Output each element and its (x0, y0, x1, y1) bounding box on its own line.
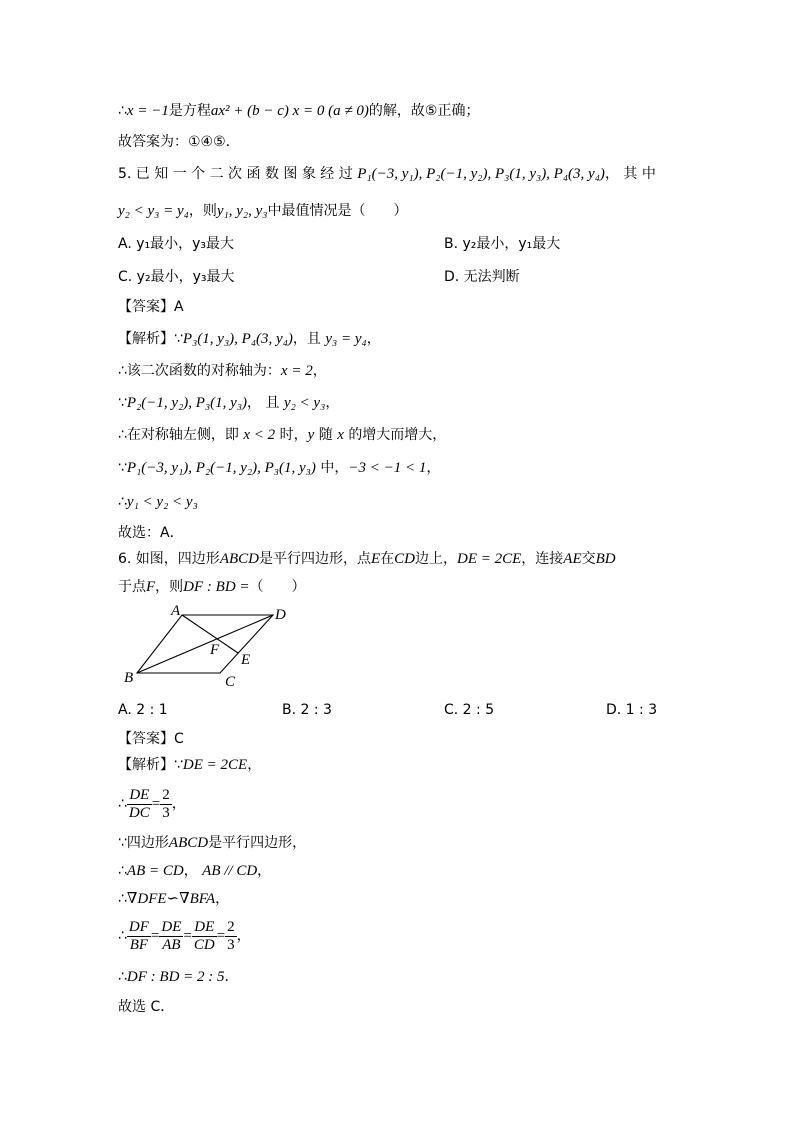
q6-stem-line1: 6. 如图，四边形ABCD是平行四边形，点E在CD边上，DE = 2CE，连接AE交BD (118, 551, 616, 567)
q5-conclusion: 故选：A． (118, 525, 184, 541)
label-f: F (210, 642, 220, 658)
prev-solution-line: ∴x = −1是方程ax² + (b − c) x = 0 (a ≠ 0)的解，故⑤正确； (118, 103, 480, 119)
q6-solution-line4: ∴AB = CD， AB // CD， (118, 863, 272, 879)
label-a: A (171, 603, 181, 619)
q6-stem-line2: 于点F，则DF : BD =（ ） (118, 579, 306, 595)
diagonal-bd (137, 615, 273, 673)
math-expression: P₁(−3, y₁), P₂(−1, y₂), P₃(1, y₃), P₄(3, y₄) (357, 166, 605, 182)
q5-option-a: A. y₁最小，y₃最大 (118, 236, 235, 252)
q5-solution-line1: 【解析】∵P₃(1, y₃), P₄(3, y₄)，且 y₃ = y₄， (118, 331, 381, 347)
q6-solution-line7: ∴DF : BD = 2 : 5． (118, 969, 239, 985)
q6-solution-line2: ∴ $\frac{DE}{DC}$ = $\frac{2}{3}$ ， (118, 786, 186, 821)
label-d: D (275, 607, 286, 623)
q5-option-c: C. y₂最小，y₃最大 (118, 269, 235, 285)
q5-solution-line2: ∴该二次函数的对称轴为：x = 2， (118, 363, 327, 379)
fraction: $\frac{2}{3}$ (162, 786, 170, 821)
q5-stem-line1: 5. 已 知 一 个 二 次 函 数 图 象 经 过 P₁(−3, y₁), P₂(−1, y₂), P₃(1, y₃), P₄(3, y₄)， 其 中 (118, 166, 656, 182)
parallelogram-figure (118, 602, 298, 694)
prev-answer-line: 故答案为：①④⑤． (118, 134, 240, 150)
q5-solution-line5: ∵P₁(−3, y₁), P₂(−1, y₂), P₃(1, y₃) 中，−3 < −1 < 1， (118, 460, 441, 476)
math-expression: y₂ < y₃ = y₄ (118, 203, 189, 219)
q5-stem-line2: y₂ < y₃ = y₄，则y₁, y₂, y₃中最值情况是（ ） (118, 203, 408, 219)
label-e: E (241, 652, 251, 668)
fraction: $\frac{DF}{BF}$ (128, 918, 149, 953)
fraction: $\frac{2}{3}$ (227, 918, 235, 953)
q5-solution-line6: ∴y₁ < y₂ < y₃ (118, 494, 198, 510)
q6-option-c: C. 2 : 5 (444, 702, 495, 718)
q6-solution-line6: ∴ $\frac{DF}{BF}$ = $\frac{DE}{AB}$ = $\frac{DE}{CD}$ = $\frac{2}{3}$ ， (118, 918, 251, 953)
q6-solution-line3: ∵四边形ABCD是平行四边形， (118, 835, 307, 851)
math-expression: x = −1 (126, 103, 169, 119)
label-b: B (124, 670, 134, 686)
math-expression: y₁, y₂, y₃ (216, 203, 268, 219)
q5-option-d: D. 无法判断 (444, 269, 520, 285)
q5-solution-line3: ∵P₂(−1, y₂), P₃(1, y₃)， 且 y₂ < y₃， (118, 395, 340, 411)
q6-conclusion: 故选 C． (118, 999, 175, 1015)
math-expression: ax² + (b − c) x = 0 (a ≠ 0) (210, 103, 369, 119)
q6-option-d: D. 1 : 3 (606, 702, 658, 718)
q5-option-b: B. y₂最小，y₁最大 (444, 236, 561, 252)
q6-option-b: B. 2 : 3 (282, 702, 332, 718)
q5-solution-line4: ∴在对称轴左侧，即 x < 2 时，y 随 x 的增大而增大， (118, 427, 447, 443)
label-c: C (225, 674, 236, 690)
q6-solution-line1: 【解析】∵DE = 2CE， (118, 757, 262, 773)
q6-solution-line5: ∴∇DFE∽∇BFA， (118, 891, 230, 907)
q6-answer: 【答案】C (118, 731, 184, 747)
q5-answer: 【答案】A (118, 299, 184, 315)
q6-option-a: A. 2 : 1 (118, 702, 168, 718)
fraction: $\frac{DE}{DC}$ (128, 786, 150, 821)
fraction: $\frac{DE}{CD}$ (193, 918, 215, 953)
fraction: $\frac{DE}{AB}$ (161, 918, 182, 953)
